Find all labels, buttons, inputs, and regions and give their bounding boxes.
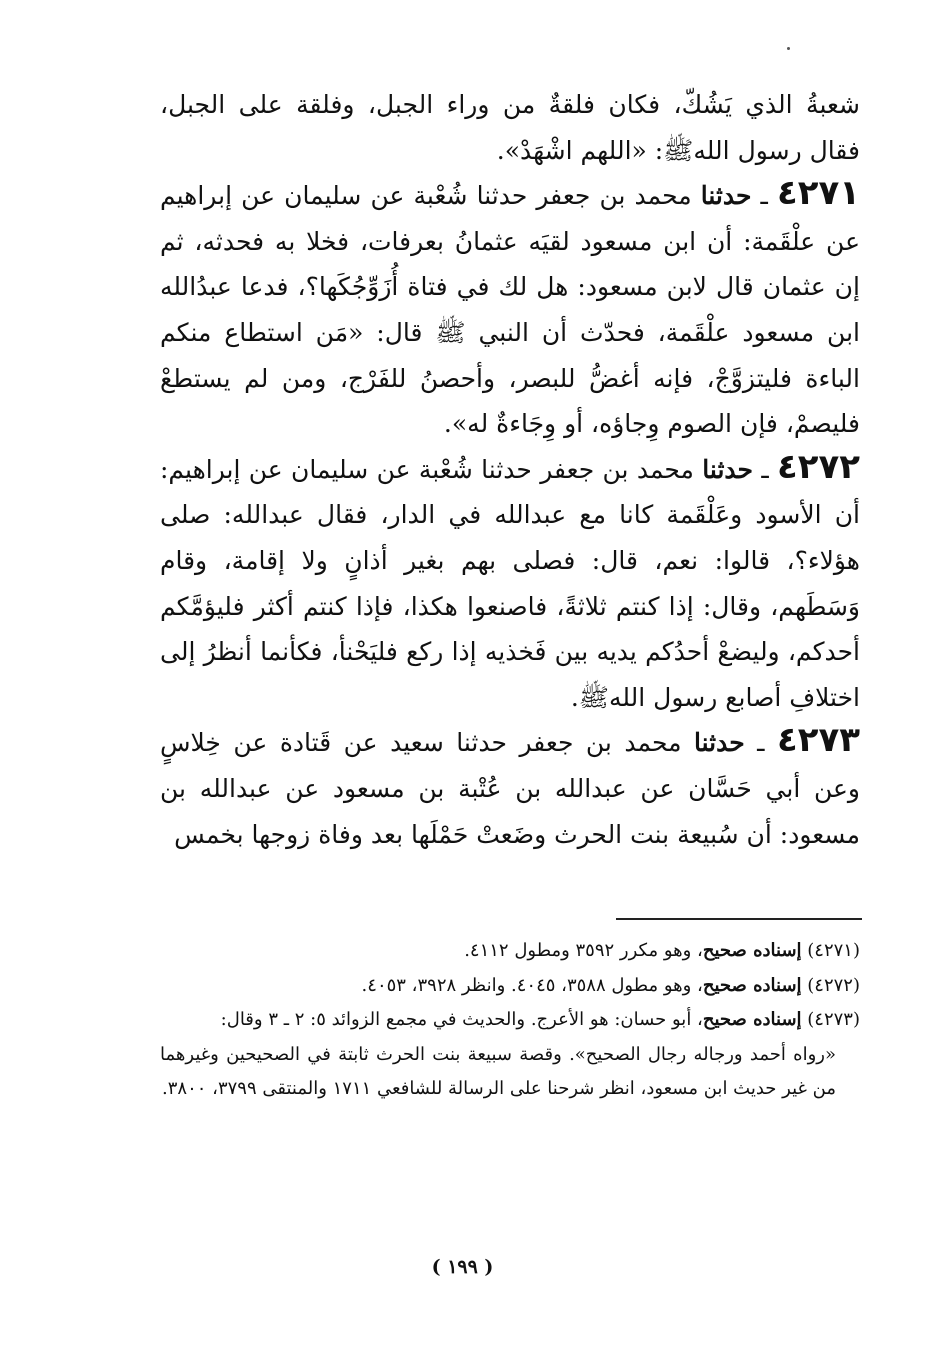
footnote-4272 — [160, 969, 860, 1004]
footnote-label: إسناده صحيح — [702, 940, 802, 961]
hadith-text: محمد بن جعفر حدثنا شُعْبة عن سليمان عن إبراهيم عن علْقَمة: أن ابن مسعود لقيَه عثمانُ بعرفات، فخلا به فحدثه، ثم إن عثمان قال لابن مسعود: هل لك في فتاة أُزَوِّجُكَها؟، فدعا عبدُالله ابن مسعود علْقَمة، فحدّث أن النبي ﷺ قال: «مَن استطاع منكم الباءة فليتزوَّجْ، فإنه أغضُّ للبصر، وأحصنُ للفَرْج، ومن لم يستطعْ فليصمْ، فإن الصوم وِجاؤه، أو وِجَاءةٌ له». — [160, 181, 860, 439]
hadith-dash: ـ — [752, 454, 777, 484]
footnote-label: إسناده صحيح — [702, 1009, 802, 1030]
footnote-text: ، وهو مكرر ٣٥٩٢ ومطول ٤١١٢. — [464, 940, 703, 961]
hadith-text: محمد بن جعفر حدثنا سعيد عن قَتادة عن خِلاسٍ وعن أبي حَسَّان عن عبدالله بن عُتْبة بن مسعود عن عبدالله بن مسعود: أن سُبيعة بنت الحرث وضَعتْ حَمْلَها بعد وفاة زوجها بخمس — [160, 728, 860, 849]
hadith-number: ٤٢٧١ — [777, 173, 861, 214]
footnote-text: ، وهو مطول ٣٥٨٨، ٤٠٤٥. وانظر ٣٩٢٨، ٤٠٥٣. — [361, 974, 703, 996]
intro-paragraph: شعبةُ الذي يَشُكّ، فكان فلقةٌ من وراء الجبل، وفلقة على الجبل، فقال رسول اللهﷺ: «اللهم اشْهَدْ». — [160, 90, 860, 165]
hadith-dash: ـ — [744, 728, 777, 758]
scan-speck — [787, 47, 790, 50]
footnote-ref: (٤٢٧٢) — [807, 974, 860, 996]
footnote-text: ، أبو حسان: هو الأعرج. والحديث في مجمع الزوائد ٥: ٢ ـ ٣ وقال: — [220, 1009, 703, 1030]
footnote-4273 — [160, 1003, 860, 1038]
footnotes — [160, 934, 860, 1107]
hadith-keyword: حدثنا — [702, 454, 753, 484]
hadith-number: ٤٢٧٢ — [777, 446, 861, 487]
page-number: ( ١٩٩ ) — [431, 1256, 494, 1278]
hadith-keyword: حدثنا — [700, 181, 752, 211]
hadith-keyword: حدثنا — [693, 728, 745, 758]
hadith-number: ٤٢٧٣ — [776, 720, 860, 761]
footnote-separator — [616, 918, 862, 920]
footnote-label: إسناده صحيح — [702, 974, 802, 996]
hadith-4273 — [160, 720, 860, 857]
footnote-ref: (٤٢٧١) — [807, 940, 860, 961]
hadith-4271 — [160, 173, 860, 447]
footnote-4273-continuation: «رواه أحمد ورجاله رجال الصحيح». وقصة سبيعة بنت الحرث ثابتة في الصحيحين وغيرهما من غير حديث ابن مسعود، انظر شرحنا على الرسالة للشافعي ١٧١١ والمنتقى ٣٧٩٩، ٣٨٠٠. — [160, 1043, 836, 1099]
hadith-text: محمد بن جعفر حدثنا شُعْبة عن سليمان عن إبراهيم: أن الأسود وعَلْقَمة كانا مع عبدالله في الدار، فقال عبدالله: صلى هؤلاء؟، قالوا: نعم، قال: فصلى بهم بغير أذانٍ ولا إقامة، وقام وَسَطَهم، وقال: إذا كنتم ثلاثةً، فاصنعوا هكذا، فإذا كنتم أكثر فليؤمَّكم أحدكم، وليضعْ أحدُكم يديه بين فَخذيه إذا ركع فليَحْنأ، فكأنما أنظرُ إلى اختلافِ أصابع رسول اللهﷺ. — [160, 454, 860, 712]
hadith-dash: ـ — [751, 181, 777, 211]
footnote-ref: (٤٢٧٣) — [807, 1009, 860, 1030]
hadith-4272 — [160, 447, 860, 721]
footnote-4271 — [160, 934, 860, 969]
main-text — [160, 82, 860, 857]
